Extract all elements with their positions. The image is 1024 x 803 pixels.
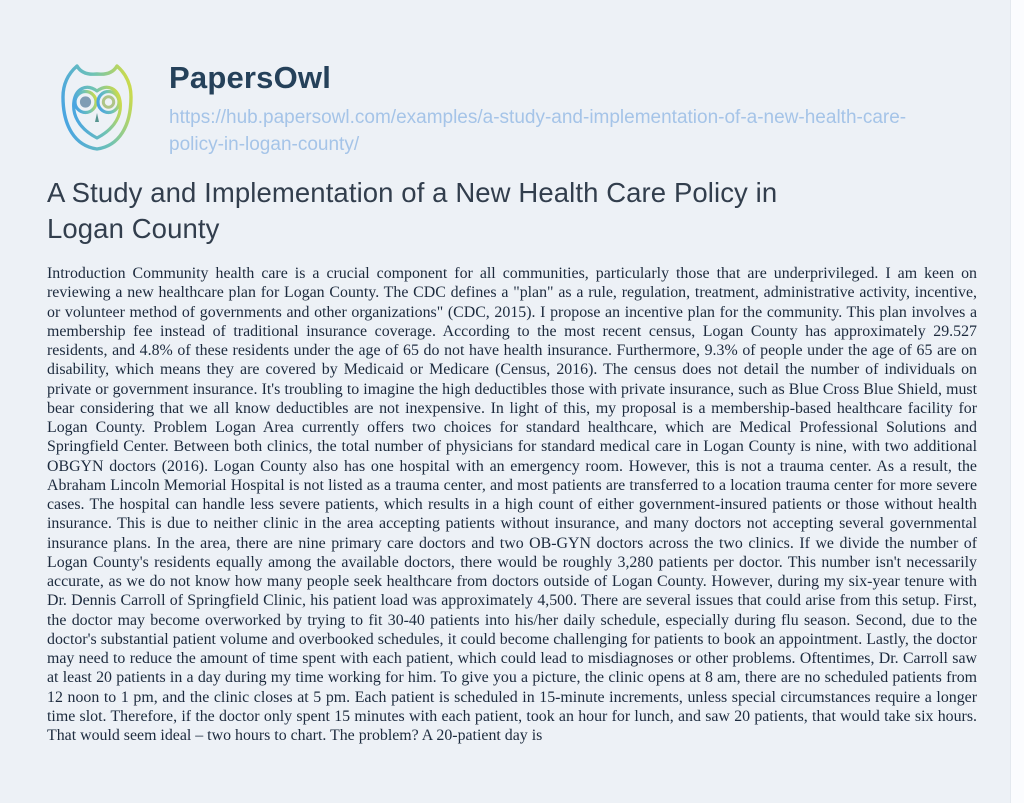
brand-name: PapersOwl — [169, 60, 332, 95]
article-title: A Study and Implementation of a New Health Care Policy in Logan County — [47, 177, 778, 244]
article-body-text: Introduction Community health care is a crucial component for all communities, particularly those that are underprivileged. I am keen on reviewing a new healthcare plan for Logan County. The CDC defines a "plan" as a rule, regulation, treatment, administrative activity, incentive, or volunteer method of governments and other organizations" (CDC, 2015). I propose an incentive plan for the community. This plan involves a membership fee instead of traditional insurance coverage. According to the most recent census, Logan County has approximately 29.527 residents, and 4.8% of these residents under the age of 65 do not have health insurance. Furthermore, 9.3% of people under the age of 65 are on disability, which means they are covered by Medicaid or Medicare (Census, 2016). The census does not detail the number of individuals on private or government insurance. It's troubling to imagine the high deductibles those with private insurance, such as Blue Cross Blue Shield, must bear considering that we all know deductibles are not inexpensive. In light of this, my proposal is a membership-based healthcare facility for Logan County. Problem Logan Area currently offers two choices for standard healthcare, which are Medical Professional Solutions and Springfield Center. Between both clinics, the total number of physicians for standard medical care in Logan County is nine, with two additional OBGYN doctors (2016). Logan County also has one hospital with an emergency room. However, this is not a trauma center. As a result, the Abraham Lincoln Memorial Hospital is not listed as a trauma center, and most patients are transferred to a location trauma center for more severe cases. The hospital can handle less severe patients, which results in a high count of either government-insured patients or those without health insurance. This is due to neither clinic in the area accepting patients without insurance, and many doctors not accepting several governmental insurance plans. In the area, there are nine primary care doctors and two OB-GYN doctors across the two clinics. If we divide the number of Logan County's residents equally among the available doctors, there would be roughly 3,280 patients per doctor. This number isn't necessarily accurate, as we do not know how many people seek healthcare from doctors outside of Logan County. However, during my six-year tenure with Dr. Dennis Carroll of Springfield Clinic, his patient load was approximately 4,500. There are several issues that could arise from this setup. First, the doctor may become overworked by trying to fit 30-40 patients into his/her daily schedule, especially during flu season. Second, due to the doctor's substantial patient volume and overbooked schedules, it could become challenging for patients to book an appointment. Lastly, the doctor may need to reduce the amount of time spent with each patient, which could lead to misdiagnoses or other problems. Oftentimes, Dr. Carroll saw at least 20 patients in a day during my time working for him. To give you a picture, the clinic opens at 8 am, there are no scheduled patients from 12 noon to 1 pm, and the clinic closes at 5 pm. Each patient is scheduled in 15-minute increments, unless special circumstances require a longer time slot. Therefore, if the doctor only spent 15 minutes with each patient, took an hour for lunch, and saw 20 patients, that would take six hours. That would seem ideal – two hours to chart. The problem? A 20-patient day is — [47, 265, 977, 744]
scrollbar-track[interactable] — [1010, 0, 1024, 803]
owl-icon — [47, 148, 147, 165]
site-header — [47, 55, 977, 161]
article — [47, 175, 977, 745]
source-url-link[interactable]: https://hub.papersowl.com/examples/a-study-and-implementation-of-a-new-health-care-policy-in-logan-county/ — [169, 107, 907, 156]
papersowl-owl-logo — [47, 55, 147, 161]
brand-block — [169, 55, 917, 158]
